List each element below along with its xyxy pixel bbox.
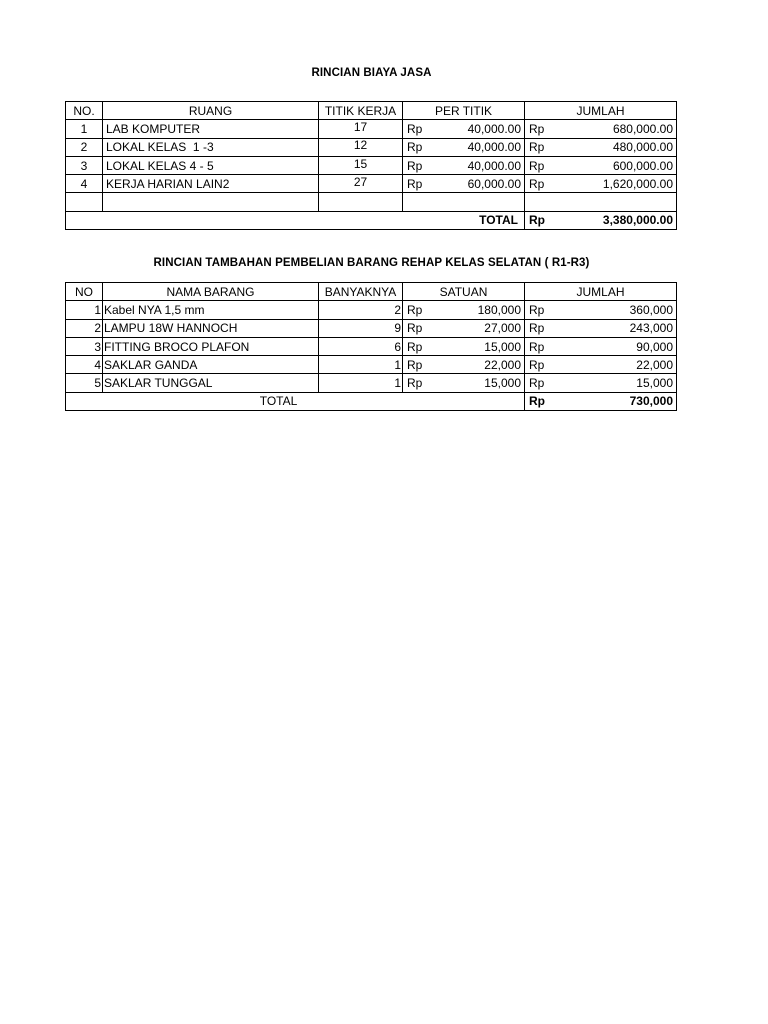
row-ruang: LAB KOMPUTER (103, 120, 319, 138)
row-jumlah: 480,000.00 (557, 138, 677, 156)
row-currency: Rp (403, 175, 434, 193)
row-ruang: KERJA HARIAN LAIN2 (103, 175, 319, 193)
header-titik-kerja: TITIK KERJA (319, 102, 403, 120)
row-currency: Rp (403, 374, 434, 392)
table-row (66, 175, 677, 193)
row-qty: 2 (319, 301, 403, 319)
table-header-row (66, 283, 677, 301)
table-row (66, 356, 677, 374)
jasa-table (65, 101, 677, 230)
row-qty: 1 (319, 374, 403, 392)
row-per-titik: 40,000.00 (434, 156, 525, 174)
row-currency: Rp (525, 156, 557, 174)
row-no: 3 (66, 156, 103, 174)
row-currency: Rp (525, 356, 557, 374)
barang-table (65, 282, 677, 411)
row-per-titik: 60,000.00 (434, 175, 525, 193)
table2-title: RINCIAN TAMBAHAN PEMBELIAN BARANG REHAP KELAS SELATAN ( R1-R3) (153, 257, 590, 269)
row-no: 4 (66, 356, 103, 374)
row-currency: Rp (403, 337, 434, 355)
row-satuan: 22,000 (434, 356, 525, 374)
table-row (66, 156, 677, 174)
row-currency: Rp (525, 120, 557, 138)
row-nama: LAMPU 18W HANNOCH (103, 319, 319, 337)
header-no: NO (66, 283, 103, 301)
row-titik: 12 (353, 138, 368, 153)
row-qty: 1 (319, 356, 403, 374)
row-titik: 27 (353, 174, 368, 189)
table-row (66, 337, 677, 355)
row-no: 5 (66, 374, 103, 392)
header-banyaknya: BANYAKNYA (319, 283, 403, 301)
row-titik: 17 (353, 119, 368, 134)
total-currency: Rp (525, 211, 557, 229)
table-row (66, 374, 677, 392)
total-value: 730,000 (557, 392, 677, 410)
total-label: TOTAL (66, 392, 525, 410)
row-no: 2 (66, 138, 103, 156)
total-currency: Rp (525, 392, 557, 410)
header-jumlah: JUMLAH (525, 102, 677, 120)
row-jumlah: 600,000.00 (557, 156, 677, 174)
header-ruang: RUANG (103, 102, 319, 120)
row-currency: Rp (403, 138, 434, 156)
row-currency: Rp (525, 319, 557, 337)
row-jumlah: 243,000 (557, 319, 677, 337)
row-ruang: LOKAL KELAS 1 -3 (103, 138, 319, 156)
row-satuan: 180,000 (434, 301, 525, 319)
row-nama: FITTING BROCO PLAFON (103, 337, 319, 355)
row-currency: Rp (525, 301, 557, 319)
row-currency: Rp (525, 374, 557, 392)
row-titik: 15 (353, 156, 368, 171)
row-no: 4 (66, 175, 103, 193)
row-nama: SAKLAR TUNGGAL (103, 374, 319, 392)
row-no: 1 (66, 120, 103, 138)
row-currency: Rp (403, 356, 434, 374)
row-satuan: 15,000 (434, 374, 525, 392)
row-currency: Rp (403, 319, 434, 337)
row-jumlah: 90,000 (557, 337, 677, 355)
row-currency: Rp (403, 120, 434, 138)
table-row (66, 301, 677, 319)
header-per-titik: PER TITIK (403, 102, 525, 120)
row-qty: 9 (319, 319, 403, 337)
row-no: 2 (66, 319, 103, 337)
table-row (66, 138, 677, 156)
row-satuan: 27,000 (434, 319, 525, 337)
total-value: 3,380,000.00 (557, 211, 677, 229)
table-header-row (66, 102, 677, 120)
total-row (66, 392, 677, 410)
row-per-titik: 40,000.00 (434, 120, 525, 138)
table1-title: RINCIAN BIAYA JASA (311, 67, 432, 79)
row-currency: Rp (525, 138, 557, 156)
row-nama: Kabel NYA 1,5 mm (103, 301, 319, 319)
total-label: TOTAL (66, 211, 525, 229)
row-jumlah: 22,000 (557, 356, 677, 374)
row-qty: 6 (319, 337, 403, 355)
table-row (66, 120, 677, 138)
row-satuan: 15,000 (434, 337, 525, 355)
row-jumlah: 1,620,000.00 (557, 175, 677, 193)
header-jumlah: JUMLAH (525, 283, 677, 301)
table-row (66, 319, 677, 337)
row-no: 1 (66, 301, 103, 319)
total-row (66, 211, 677, 229)
header-nama-barang: NAMA BARANG (103, 283, 319, 301)
header-no: NO. (66, 102, 103, 120)
row-currency: Rp (525, 337, 557, 355)
empty-row (66, 193, 677, 211)
row-no: 3 (66, 337, 103, 355)
row-jumlah: 680,000.00 (557, 120, 677, 138)
header-satuan: SATUAN (403, 283, 525, 301)
row-currency: Rp (403, 156, 434, 174)
row-jumlah: 360,000 (557, 301, 677, 319)
row-per-titik: 40,000.00 (434, 138, 525, 156)
row-currency: Rp (403, 301, 434, 319)
row-nama: SAKLAR GANDA (103, 356, 319, 374)
row-ruang: LOKAL KELAS 4 - 5 (103, 156, 319, 174)
row-jumlah: 15,000 (557, 374, 677, 392)
row-currency: Rp (525, 175, 557, 193)
